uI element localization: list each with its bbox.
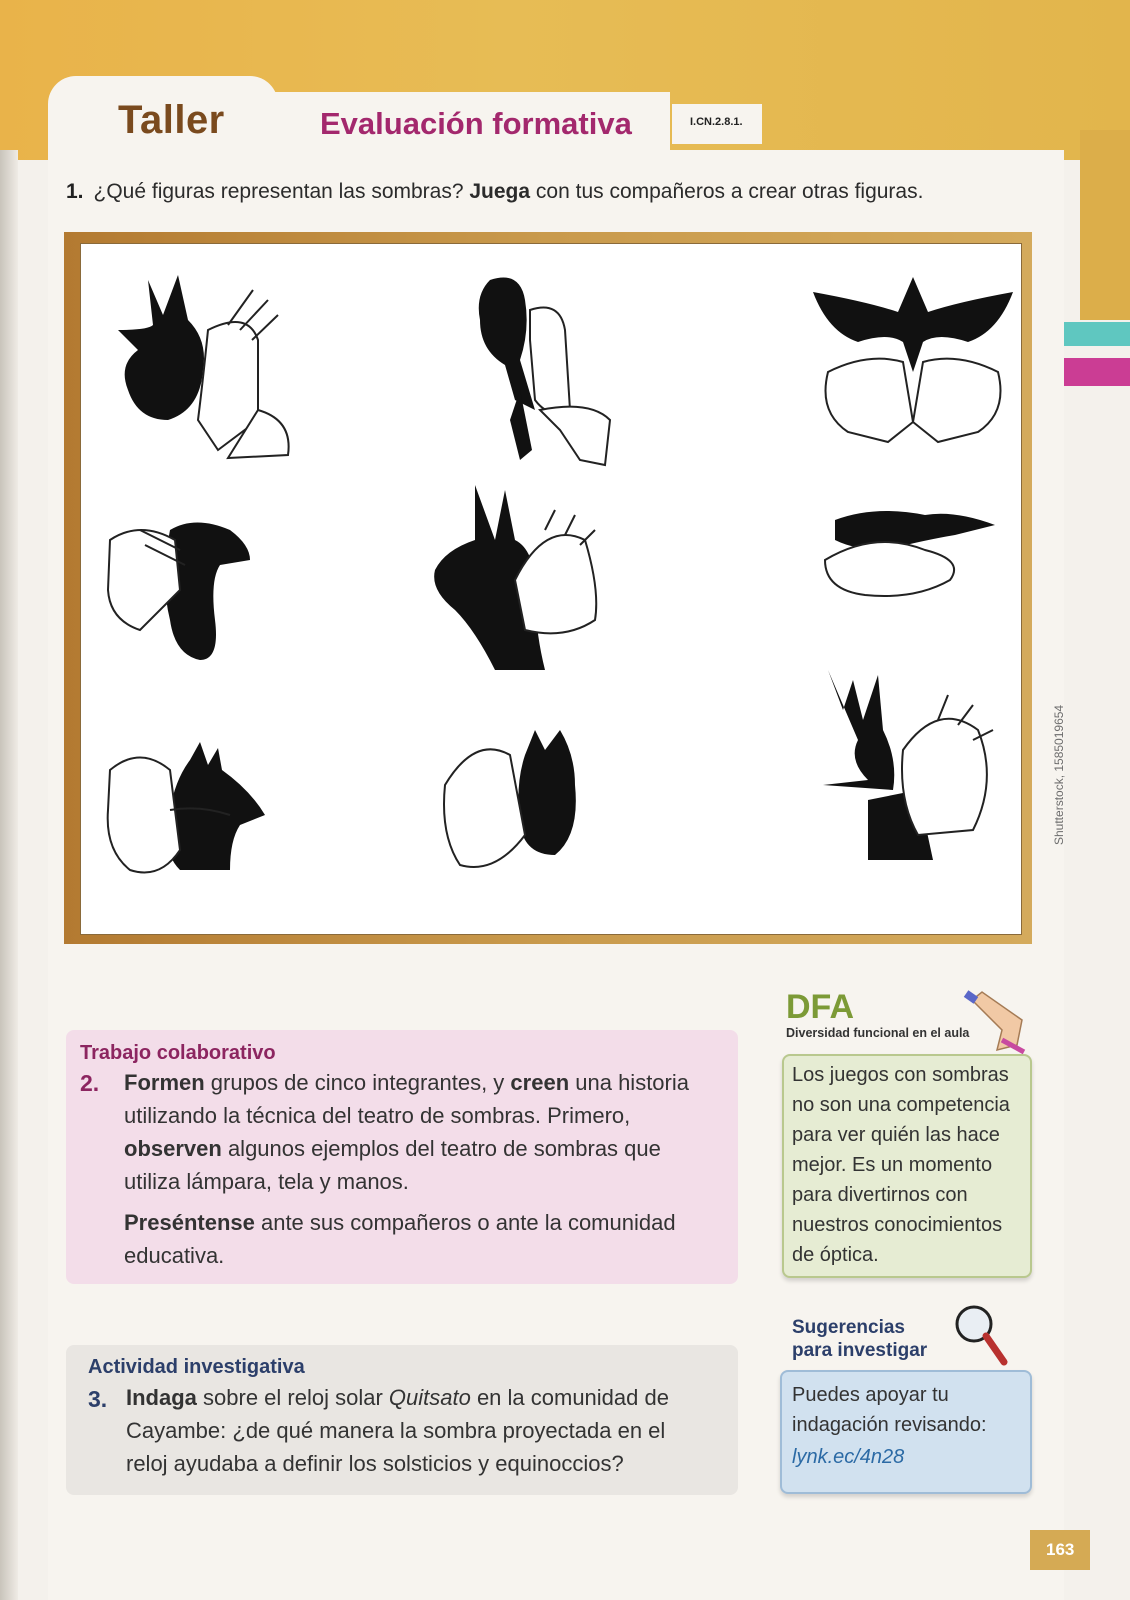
rabbit-shadow-figure bbox=[108, 270, 308, 460]
dfa-note-text: Los juegos con sombras no son una competencia para ver quién las hace mejor. Es un momento para divertirnos con nuestros conocimientos de óptica. bbox=[792, 1064, 1010, 1266]
deer-shadow-figure bbox=[808, 660, 1008, 870]
question-2-line-2: utilizando la técnica del teatro de sombras. Primero, bbox=[124, 1103, 631, 1128]
bold-formen: Formen bbox=[124, 1070, 205, 1095]
question-3-number: 3. bbox=[88, 1386, 108, 1412]
text: ante sus compañeros o ante la comunidad bbox=[254, 1210, 676, 1235]
question-3-line-1 bbox=[126, 1381, 669, 1414]
suggestions-text: Puedes apoyar tu indagación revisando: bbox=[792, 1384, 987, 1436]
question-2-line-5 bbox=[124, 1206, 676, 1239]
bold-creen: creen bbox=[510, 1070, 570, 1095]
section-title: Evaluación formativa bbox=[320, 106, 632, 141]
question-2-line-6: educativa. bbox=[124, 1243, 225, 1268]
text: grupos de cinco integrantes, y bbox=[204, 1070, 511, 1095]
question-text-end: con tus compañeros a crear otras figuras. bbox=[530, 180, 924, 203]
collaborative-work-title: Trabajo colaborativo bbox=[80, 1042, 276, 1064]
suggestions-link[interactable]: lynk.ec/4n28 bbox=[792, 1446, 905, 1468]
eagle-shadow-figure bbox=[808, 272, 1018, 452]
question-2-number: 2. bbox=[80, 1070, 100, 1096]
bold-observen: observen bbox=[124, 1136, 222, 1161]
question-3-line-2: Cayambe: ¿de qué manera la sombra proyectada en el bbox=[126, 1418, 666, 1443]
donkey-shadow-figure bbox=[425, 480, 625, 680]
question-2-line-3 bbox=[124, 1132, 661, 1165]
text: algunos ejemplos del teatro de sombras que bbox=[221, 1136, 661, 1161]
hand-icon bbox=[962, 990, 1032, 1060]
camel-shadow-figure bbox=[100, 510, 270, 670]
question-2-line-4: utiliza lámpara, tela y manos. bbox=[124, 1169, 409, 1194]
text: en la comunidad de bbox=[470, 1385, 669, 1410]
question-3-line-3: reloj ayudaba a definir los solsticios y equinoccios? bbox=[126, 1451, 624, 1476]
dfa-logo: DFA bbox=[786, 988, 854, 1026]
teal-stripe bbox=[1060, 322, 1130, 346]
question-2-line-1 bbox=[124, 1066, 689, 1099]
tab-label: Taller bbox=[118, 98, 225, 142]
skill-code: I.CN.2.8.1. bbox=[690, 116, 743, 128]
parrot-shadow-figure bbox=[460, 270, 630, 470]
suggestions-title bbox=[792, 1316, 927, 1362]
crocodile-shadow-figure bbox=[815, 500, 1005, 610]
suggestions-title-line-2: para investigar bbox=[792, 1340, 928, 1361]
page-number: 163 bbox=[1046, 1540, 1075, 1559]
magnifying-glass-icon bbox=[950, 1300, 1010, 1370]
bold-presentense: Preséntense bbox=[124, 1210, 255, 1235]
page-gutter-shadow bbox=[0, 150, 18, 1600]
research-activity-title: Actividad investigativa bbox=[88, 1356, 305, 1378]
text: una historia bbox=[569, 1070, 689, 1095]
question-number: 1. bbox=[66, 180, 84, 203]
image-credit: Shutterstock, 1585019654 bbox=[1052, 704, 1066, 845]
dog-shadow-figure bbox=[100, 740, 280, 890]
question-1 bbox=[66, 180, 923, 204]
right-decorative-band bbox=[1080, 130, 1130, 320]
suggestions-title-line-1: Sugerencias bbox=[792, 1317, 905, 1338]
squirrel-shadow-figure bbox=[435, 725, 605, 875]
question-text: ¿Qué figuras representan las sombras? bbox=[93, 180, 470, 203]
dfa-subtitle: Diversidad funcional en el aula bbox=[786, 1026, 970, 1040]
text: sobre el reloj solar bbox=[196, 1385, 389, 1410]
question-bold-word: Juega bbox=[469, 180, 531, 203]
italic-quitsato: Quitsato bbox=[388, 1385, 471, 1410]
bold-indaga: Indaga bbox=[126, 1385, 197, 1410]
magenta-stripe bbox=[1060, 358, 1130, 386]
